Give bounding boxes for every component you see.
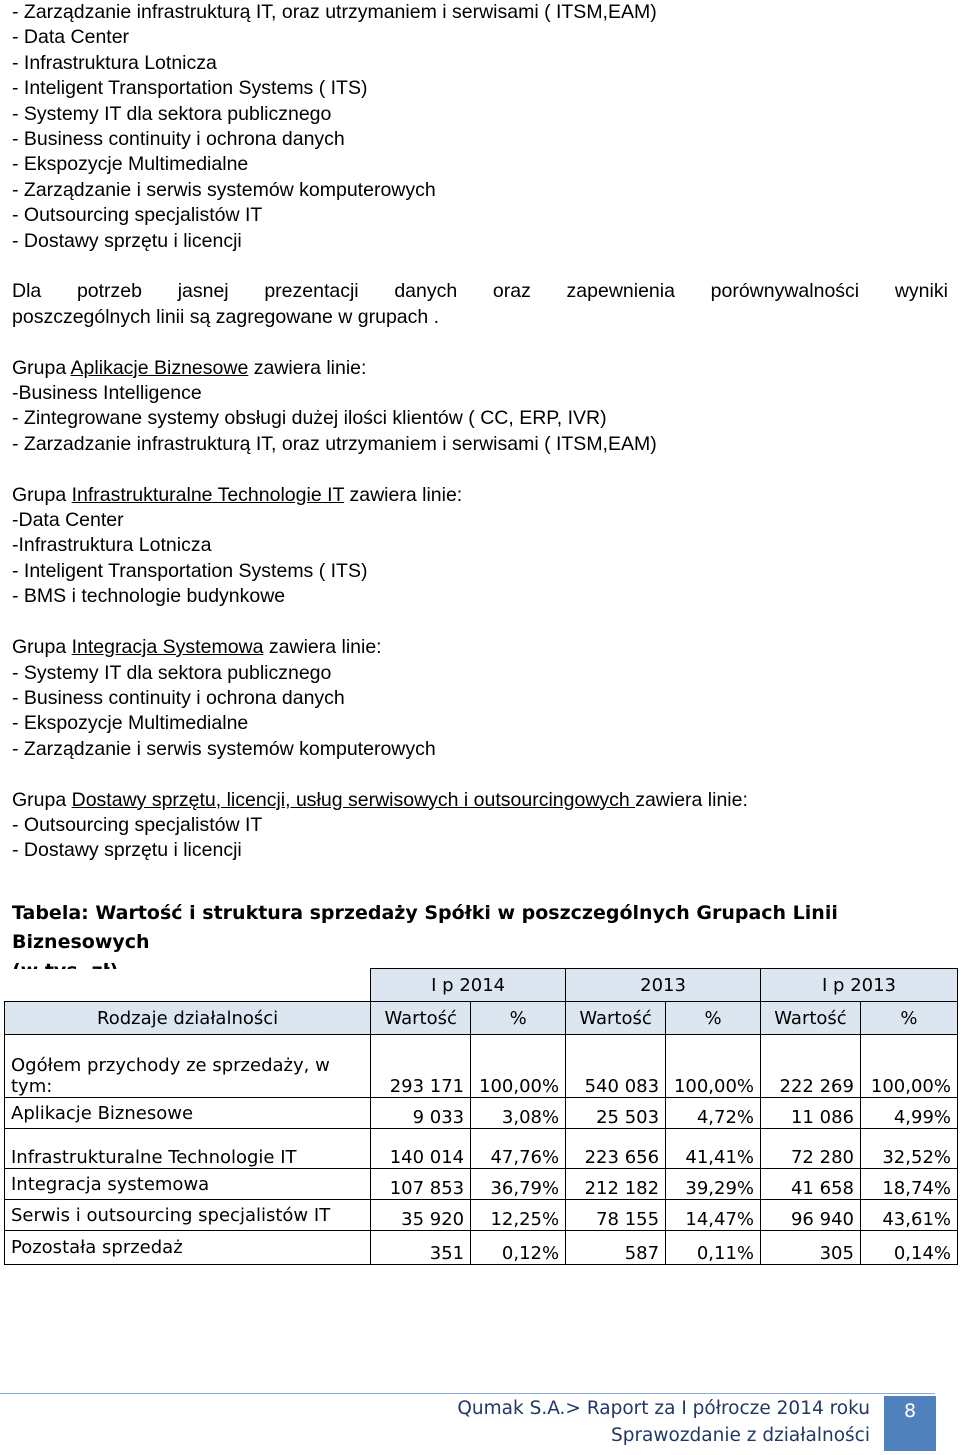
table-header-periods (5, 969, 958, 1002)
cell-value: 351 (371, 1231, 471, 1265)
word: danych (394, 280, 458, 303)
column-header-value: Wartość (371, 1002, 471, 1035)
column-header-period: I p 2014 (371, 969, 566, 1002)
paragraph-line-justified (12, 279, 948, 304)
list-item: - Ekspozycje Multimedialne (12, 153, 249, 176)
group-integracja-systemowa (12, 635, 948, 762)
sales-table (4, 968, 958, 1265)
page-number: 8 (884, 1396, 936, 1451)
cell-percent: 43,61% (860, 1200, 957, 1231)
cell-value: 293 171 (371, 1035, 471, 1098)
word: prezentacji (264, 280, 359, 303)
cell-percent: 4,72% (666, 1098, 761, 1129)
column-header-value: Wartość (761, 1002, 861, 1035)
cell-value: 78 155 (566, 1200, 666, 1231)
cell-percent: 0,12% (471, 1231, 566, 1265)
list-item: - Dostawy sprzętu i licencji (12, 229, 242, 252)
column-header-percent: % (471, 1002, 566, 1035)
group-heading: Grupa Dostawy sprzętu, licencji, usług serwisowych i outsourcingowych zawiera linie: (12, 788, 748, 811)
footer-section-title: Sprawozdanie z działalności (610, 1425, 870, 1446)
intro-list (12, 0, 948, 254)
cell-value: 11 086 (761, 1098, 861, 1129)
cell-value: 25 503 (566, 1098, 666, 1129)
table-header-columns (5, 1002, 958, 1035)
list-item: - BMS i technologie budynkowe (12, 585, 286, 608)
cell-percent: 14,47% (666, 1200, 761, 1231)
footer-report-title: Qumak S.A.> Raport za I półrocze 2014 roku (457, 1398, 870, 1419)
cell-percent: 100,00% (471, 1035, 566, 1098)
cell-percent: 4,99% (860, 1098, 957, 1129)
list-item: - Business continuity i ochrona danych (12, 128, 345, 151)
table-row (5, 1129, 958, 1169)
cell-percent: 0,14% (860, 1231, 957, 1265)
row-label: Infrastrukturalne Technologie IT (5, 1129, 371, 1169)
list-item: - Zintegrowane systemy obsługi dużej ilości klientów ( CC, ERP, IVR) (12, 407, 607, 430)
cell-percent: 47,76% (471, 1129, 566, 1169)
cell-percent: 32,52% (860, 1129, 957, 1169)
group-name: Integracja Systemowa (71, 636, 264, 659)
word: zapewnienia (566, 280, 675, 303)
group-heading: Grupa Integracja Systemowa zawiera linie: (12, 636, 382, 659)
footer-divider (0, 1393, 935, 1394)
document-page (12, 0, 948, 986)
cell-percent: 12,25% (471, 1200, 566, 1231)
row-label: Pozostała sprzedaż (5, 1231, 371, 1265)
group-name: Dostawy sprzętu, licencji, usług serwisowych i outsourcingowych (71, 788, 636, 811)
list-item: - Infrastruktura Lotnicza (12, 51, 217, 74)
list-item: - Systemy IT dla sektora publicznego (12, 661, 332, 684)
list-item: - Inteligent Transportation Systems ( ITS) (12, 559, 368, 582)
cell-percent: 36,79% (471, 1169, 566, 1200)
column-header-percent: % (666, 1002, 761, 1035)
cell-percent: 0,11% (666, 1231, 761, 1265)
list-item: - Zarządzanie i serwis systemów komputerowych (12, 178, 436, 201)
cell-value: 35 920 (371, 1200, 471, 1231)
group-dostawy (12, 788, 948, 864)
group-infrastrukturalne (12, 483, 948, 610)
word: oraz (492, 280, 531, 303)
column-header-value: Wartość (566, 1002, 666, 1035)
row-label: Ogółem przychody ze sprzedaży, w tym: (5, 1035, 371, 1098)
cell-percent: 3,08% (471, 1098, 566, 1129)
word: porównywalności (710, 280, 860, 303)
column-header-category: Rodzaje działalności (5, 1002, 371, 1035)
table-row (5, 1098, 958, 1129)
list-item: -Business Intelligence (12, 382, 202, 405)
cell-value: 540 083 (566, 1035, 666, 1098)
list-item: -Data Center (12, 509, 124, 532)
cell-value: 107 853 (371, 1169, 471, 1200)
group-heading: Grupa Aplikacje Biznesowe zawiera linie: (12, 356, 367, 379)
row-label: Integracja systemowa (5, 1169, 371, 1200)
word: potrzeb (76, 280, 142, 303)
list-item: - Data Center (12, 26, 130, 49)
group-aplikacje-biznesowe (12, 356, 948, 458)
list-item: - Systemy IT dla sektora publicznego (12, 102, 332, 125)
list-item: - Dostawy sprzętu i licencji (12, 839, 242, 862)
cell-percent: 41,41% (666, 1129, 761, 1169)
cell-value: 587 (566, 1231, 666, 1265)
list-item: - Inteligent Transportation Systems ( ITS) (12, 77, 368, 100)
cell-percent: 100,00% (666, 1035, 761, 1098)
table-row (5, 1200, 958, 1231)
cell-percent: 18,74% (860, 1169, 957, 1200)
word: jasnej (177, 280, 229, 303)
row-label: Serwis i outsourcing specjalistów IT (5, 1200, 371, 1231)
column-header-percent: % (860, 1002, 957, 1035)
table-row (5, 1231, 958, 1265)
list-item: - Zarządzanie infrastrukturą IT, oraz utrzymaniem i serwisami ( ITSM,EAM) (12, 1, 657, 23)
aggregation-paragraph (12, 279, 948, 330)
list-item: -Infrastruktura Lotnicza (12, 534, 212, 557)
list-item: - Outsourcing specjalistów IT (12, 204, 263, 227)
group-name: Aplikacje Biznesowe (70, 356, 249, 379)
cell-value: 140 014 (371, 1129, 471, 1169)
column-header-period: I p 2013 (761, 969, 958, 1002)
list-item: - Business continuity i ochrona danych (12, 686, 345, 709)
list-item: - Outsourcing specjalistów IT (12, 813, 263, 836)
list-item: - Ekspozycje Multimedialne (12, 712, 249, 735)
cell-value: 223 656 (566, 1129, 666, 1169)
cell-value: 212 182 (566, 1169, 666, 1200)
word: Dla (12, 280, 42, 303)
table-caption-line: Tabela: Wartość i struktura sprzedaży Spółki w poszczególnych Grupach Linii Biznesowych (12, 902, 838, 954)
cell-percent: 39,29% (666, 1169, 761, 1200)
cell-value: 9 033 (371, 1098, 471, 1129)
column-header-period: 2013 (566, 969, 761, 1002)
cell-percent: 100,00% (860, 1035, 957, 1098)
cell-value: 96 940 (761, 1200, 861, 1231)
cell-value: 222 269 (761, 1035, 861, 1098)
group-heading: Grupa Infrastrukturalne Technologie IT zawiera linie: (12, 483, 463, 506)
cell-value: 41 658 (761, 1169, 861, 1200)
row-label: Aplikacje Biznesowe (5, 1098, 371, 1129)
table-row (5, 1169, 958, 1200)
word: wyniki (894, 280, 948, 303)
list-item: - Zarządzanie i serwis systemów komputerowych (12, 737, 436, 760)
list-item: - Zarzadzanie infrastrukturą IT, oraz utrzymaniem i serwisami ( ITSM,EAM) (12, 432, 657, 455)
cell-value: 305 (761, 1231, 861, 1265)
cell-value: 72 280 (761, 1129, 861, 1169)
group-name: Infrastrukturalne Technologie IT (71, 483, 345, 506)
paragraph-line: poszczególnych linii są zagregowane w grupach . (12, 305, 440, 328)
table-row-total (5, 1035, 958, 1098)
